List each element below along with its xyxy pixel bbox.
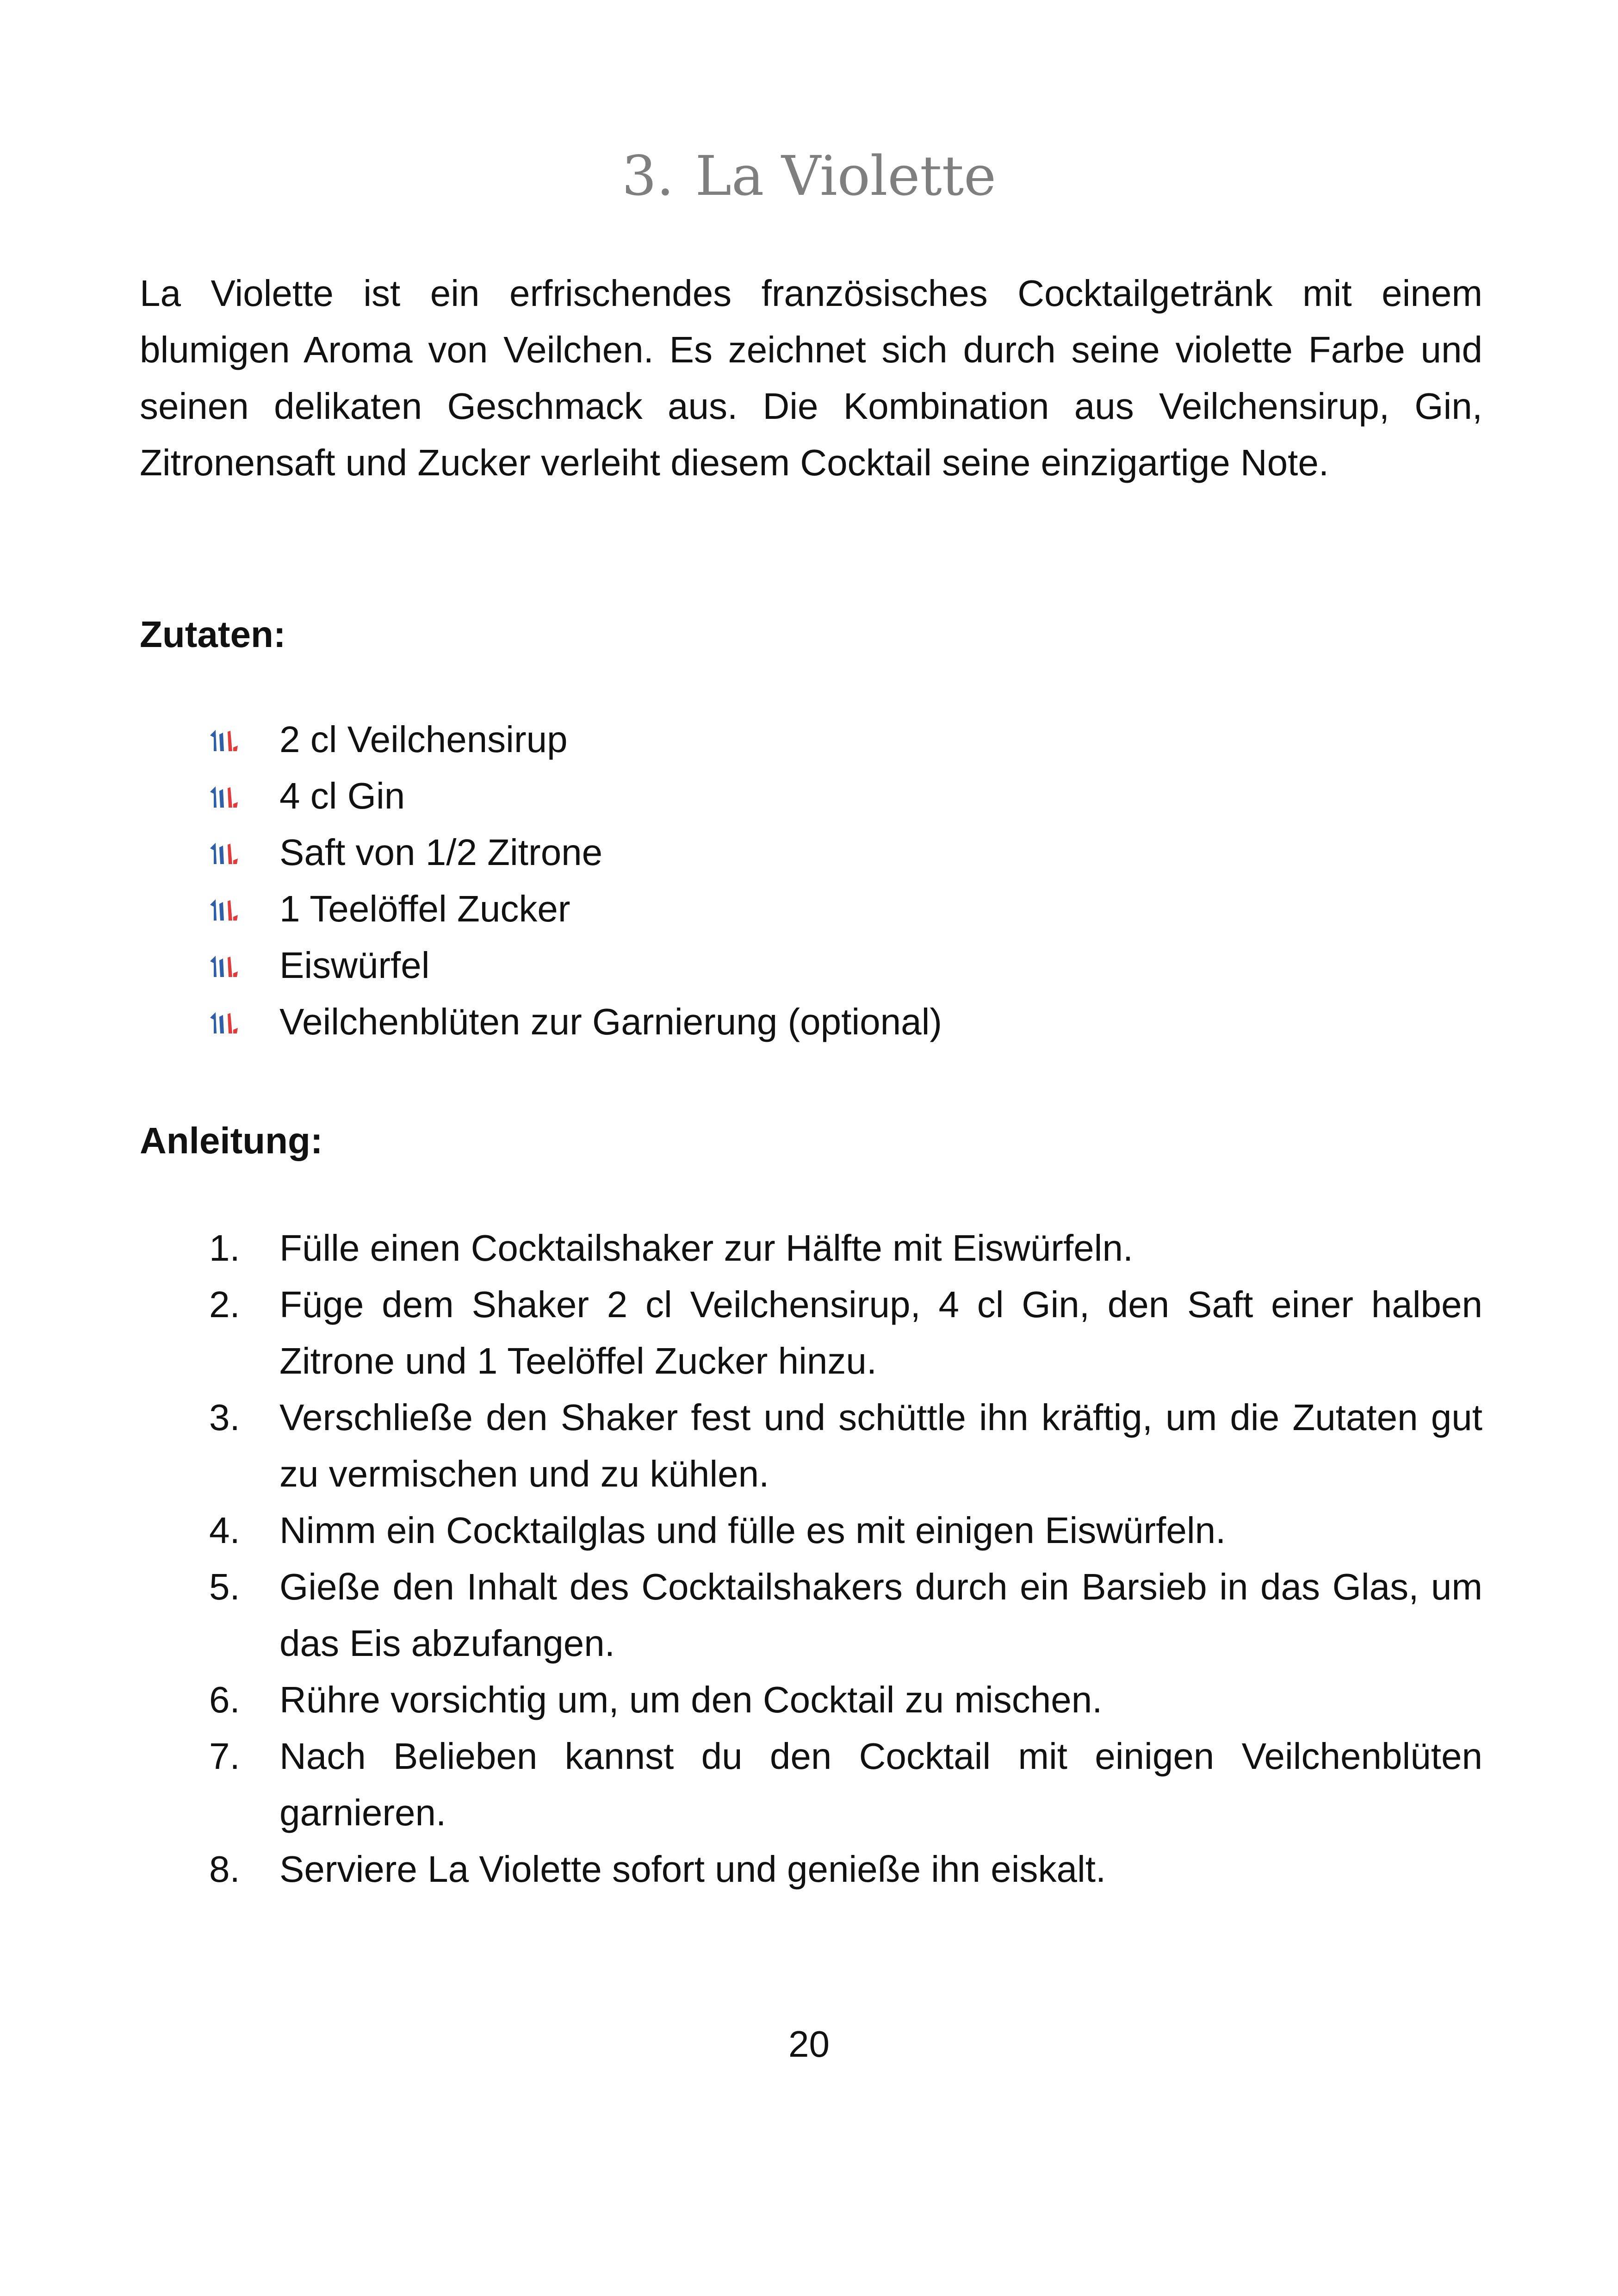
instructions-list	[140, 1220, 1482, 1898]
french-flag-icon	[209, 842, 245, 865]
ingredient-item	[140, 994, 1482, 1050]
french-flag-icon	[209, 785, 245, 809]
ingredient-item	[140, 711, 1482, 768]
instruction-step	[140, 1559, 1482, 1672]
french-flag-icon	[209, 898, 245, 921]
step-number: 2.	[209, 1284, 240, 1325]
step-text: Fülle einen Cocktailshaker zur Hälfte mit Eiswürfeln.	[279, 1227, 1134, 1269]
recipe-title	[0, 139, 1618, 213]
recipe-name: La Violette	[695, 144, 996, 208]
step-number: 4.	[209, 1510, 240, 1551]
step-text: Rühre vorsichtig um, um den Cocktail zu mischen.	[279, 1679, 1103, 1720]
instructions-heading: Anleitung:	[140, 1120, 323, 1161]
step-text: Füge dem Shaker 2 cl Veilchensirup, 4 cl Gin, den Saft einer halben Zitrone und 1 Teelöffel Zucker hinzu.	[279, 1284, 1482, 1381]
recipe-number: 3.	[622, 144, 674, 208]
step-number: 6.	[209, 1679, 240, 1720]
step-text: Gieße den Inhalt des Cocktailshakers durch ein Barsieb in das Glas, um das Eis abzufangen.	[279, 1566, 1482, 1664]
step-number: 5.	[209, 1566, 240, 1607]
ingredient-text: Saft von 1/2 Zitrone	[279, 832, 603, 873]
step-text: Nimm ein Cocktailglas und fülle es mit einigen Eiswürfeln.	[279, 1510, 1226, 1551]
instruction-step	[140, 1672, 1482, 1728]
page-number: 20	[788, 2023, 830, 2065]
ingredient-text: 1 Teelöffel Zucker	[279, 888, 570, 929]
instruction-step	[140, 1502, 1482, 1559]
french-flag-icon	[209, 729, 245, 752]
french-flag-icon	[209, 955, 245, 978]
ingredient-text: 2 cl Veilchensirup	[279, 719, 568, 760]
step-text: Serviere La Violette sofort und genieße ihn eiskalt.	[279, 1848, 1106, 1890]
ingredient-item	[140, 937, 1482, 994]
ingredient-item	[140, 881, 1482, 937]
step-number: 7.	[209, 1736, 240, 1777]
intro-paragraph: La Violette ist ein erfrischendes französisches Cocktailgetränk mit einem blumigen Aroma von Veilchen. Es zeichnet sich durch seine violette Farbe und seinen delikaten Geschmack aus. Die Kombination aus Veilchensirup, Gin, Zitronensaft und Zucker verleiht diesem Cocktail seine einzigartige Note.	[140, 273, 1482, 483]
ingredient-text: Veilchenblüten zur Garnierung (optional)	[279, 1001, 942, 1042]
instruction-step	[140, 1220, 1482, 1276]
ingredient-text: Eiswürfel	[279, 945, 430, 986]
step-text: Verschließe den Shaker fest und schüttle ihn kräftig, um die Zutaten gut zu vermischen und zu kühlen.	[279, 1397, 1482, 1494]
instruction-step	[140, 1276, 1482, 1389]
instruction-step	[140, 1841, 1482, 1898]
ingredient-item	[140, 768, 1482, 824]
ingredient-item	[140, 824, 1482, 881]
french-flag-icon	[209, 1011, 245, 1034]
step-text: Nach Belieben kannst du den Cocktail mit einigen Veilchenblüten garnieren.	[279, 1736, 1482, 1833]
ingredients-list	[140, 711, 1482, 1050]
step-number: 3.	[209, 1397, 240, 1438]
step-number: 1.	[209, 1227, 240, 1269]
step-number: 8.	[209, 1848, 240, 1890]
instruction-step	[140, 1728, 1482, 1841]
ingredients-heading: Zutaten:	[140, 614, 286, 655]
instruction-step	[140, 1389, 1482, 1502]
ingredient-text: 4 cl Gin	[279, 775, 405, 816]
